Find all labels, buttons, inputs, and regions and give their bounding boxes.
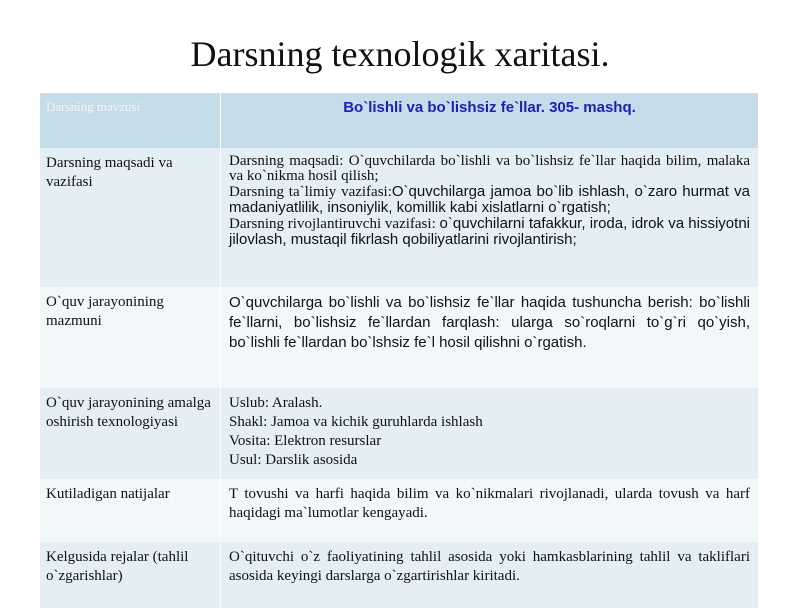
- technology-form: Shakl: Jamoa va kichik guruhlarda ishlash: [229, 414, 483, 430]
- table-row: [40, 287, 758, 388]
- table-row: [40, 388, 758, 479]
- technology-style: Uslub: Aralash.: [229, 395, 323, 411]
- table-row: [40, 148, 758, 287]
- table-row: [40, 93, 758, 148]
- goals-cell: [221, 148, 759, 287]
- page-title: Darsning texnologik xaritasi.: [190, 34, 610, 74]
- table-row: [40, 479, 758, 542]
- plans-value: O`qituvchi o`z faoliyatining tahlil asosida yoki hamkasblarining tahlil va takliflari asosida keyingi darslarga o`zgartirishlar kiritadi.: [221, 542, 759, 608]
- goals-edu-text: O`quvchilarga jamoa bo`lib ishlash, o`zaro hurmat va madaniyatlilik, insoniylik, komillik kabi xislatlarni o`rgatish;: [229, 183, 750, 216]
- goals-main-label: Darsning maqsadi:: [229, 153, 344, 169]
- plans-label: Kelgusida rejalar (tahlil o`zgarishlar): [40, 542, 221, 608]
- goals-edu-label: Darsning ta`limiy vazifasi:: [229, 184, 392, 200]
- table-row: [40, 542, 758, 608]
- results-label: Kutiladigan natijalar: [40, 479, 221, 542]
- technology-label: O`quv jarayonining amalga oshirish texnologiyasi: [40, 388, 221, 479]
- results-value: T tovushi va harfi haqida bilim va ko`nikmalari rivojlanadi, ularda tovush va harf haqidagi ma`lumotlar kengayadi.: [221, 479, 759, 542]
- content-value: O`quvchilarga bo`lishli va bo`lishsiz fe`llar haqida tushuncha berish: bo`lishli fe`llarni, bo`lishsiz fe`llardan farqlash: ularga so`roqlarni to`g`ri qo`yish, bo`lishli fe`llardan bo`lshsiz fe`l hosil qilishni o`rgatish.: [221, 287, 759, 388]
- technology-means: Vosita: Elektron resurslar: [229, 433, 382, 449]
- technology-method: Usul: Darslik asosida: [229, 452, 358, 468]
- topic-label: Darsning mavzusi: [40, 93, 221, 148]
- goals-label: Darsning maqsadi va vazifasi: [40, 148, 221, 287]
- lesson-map-table: [40, 93, 758, 608]
- technology-cell: [221, 388, 759, 479]
- topic-value: Bo`lishli va bo`lishsiz fe`llar. 305- mashq.: [221, 93, 759, 148]
- goals-dev-text: o`quvchilarni tafakkur, iroda, idrok va hissiyotni jilovlash, mustaqil fikrlash qobiliyatlarini rivojlantirish;: [229, 215, 750, 248]
- goals-dev-label: Darsning rivojlantiruvchi vazifasi:: [229, 216, 436, 232]
- content-label: O`quv jarayonining mazmuni: [40, 287, 221, 388]
- goals-main-text: O`quvchilarda bo`lishli va bo`lishsiz fe`llar haqida bilim, malaka va ko`nikma hosil qilish;: [229, 153, 751, 184]
